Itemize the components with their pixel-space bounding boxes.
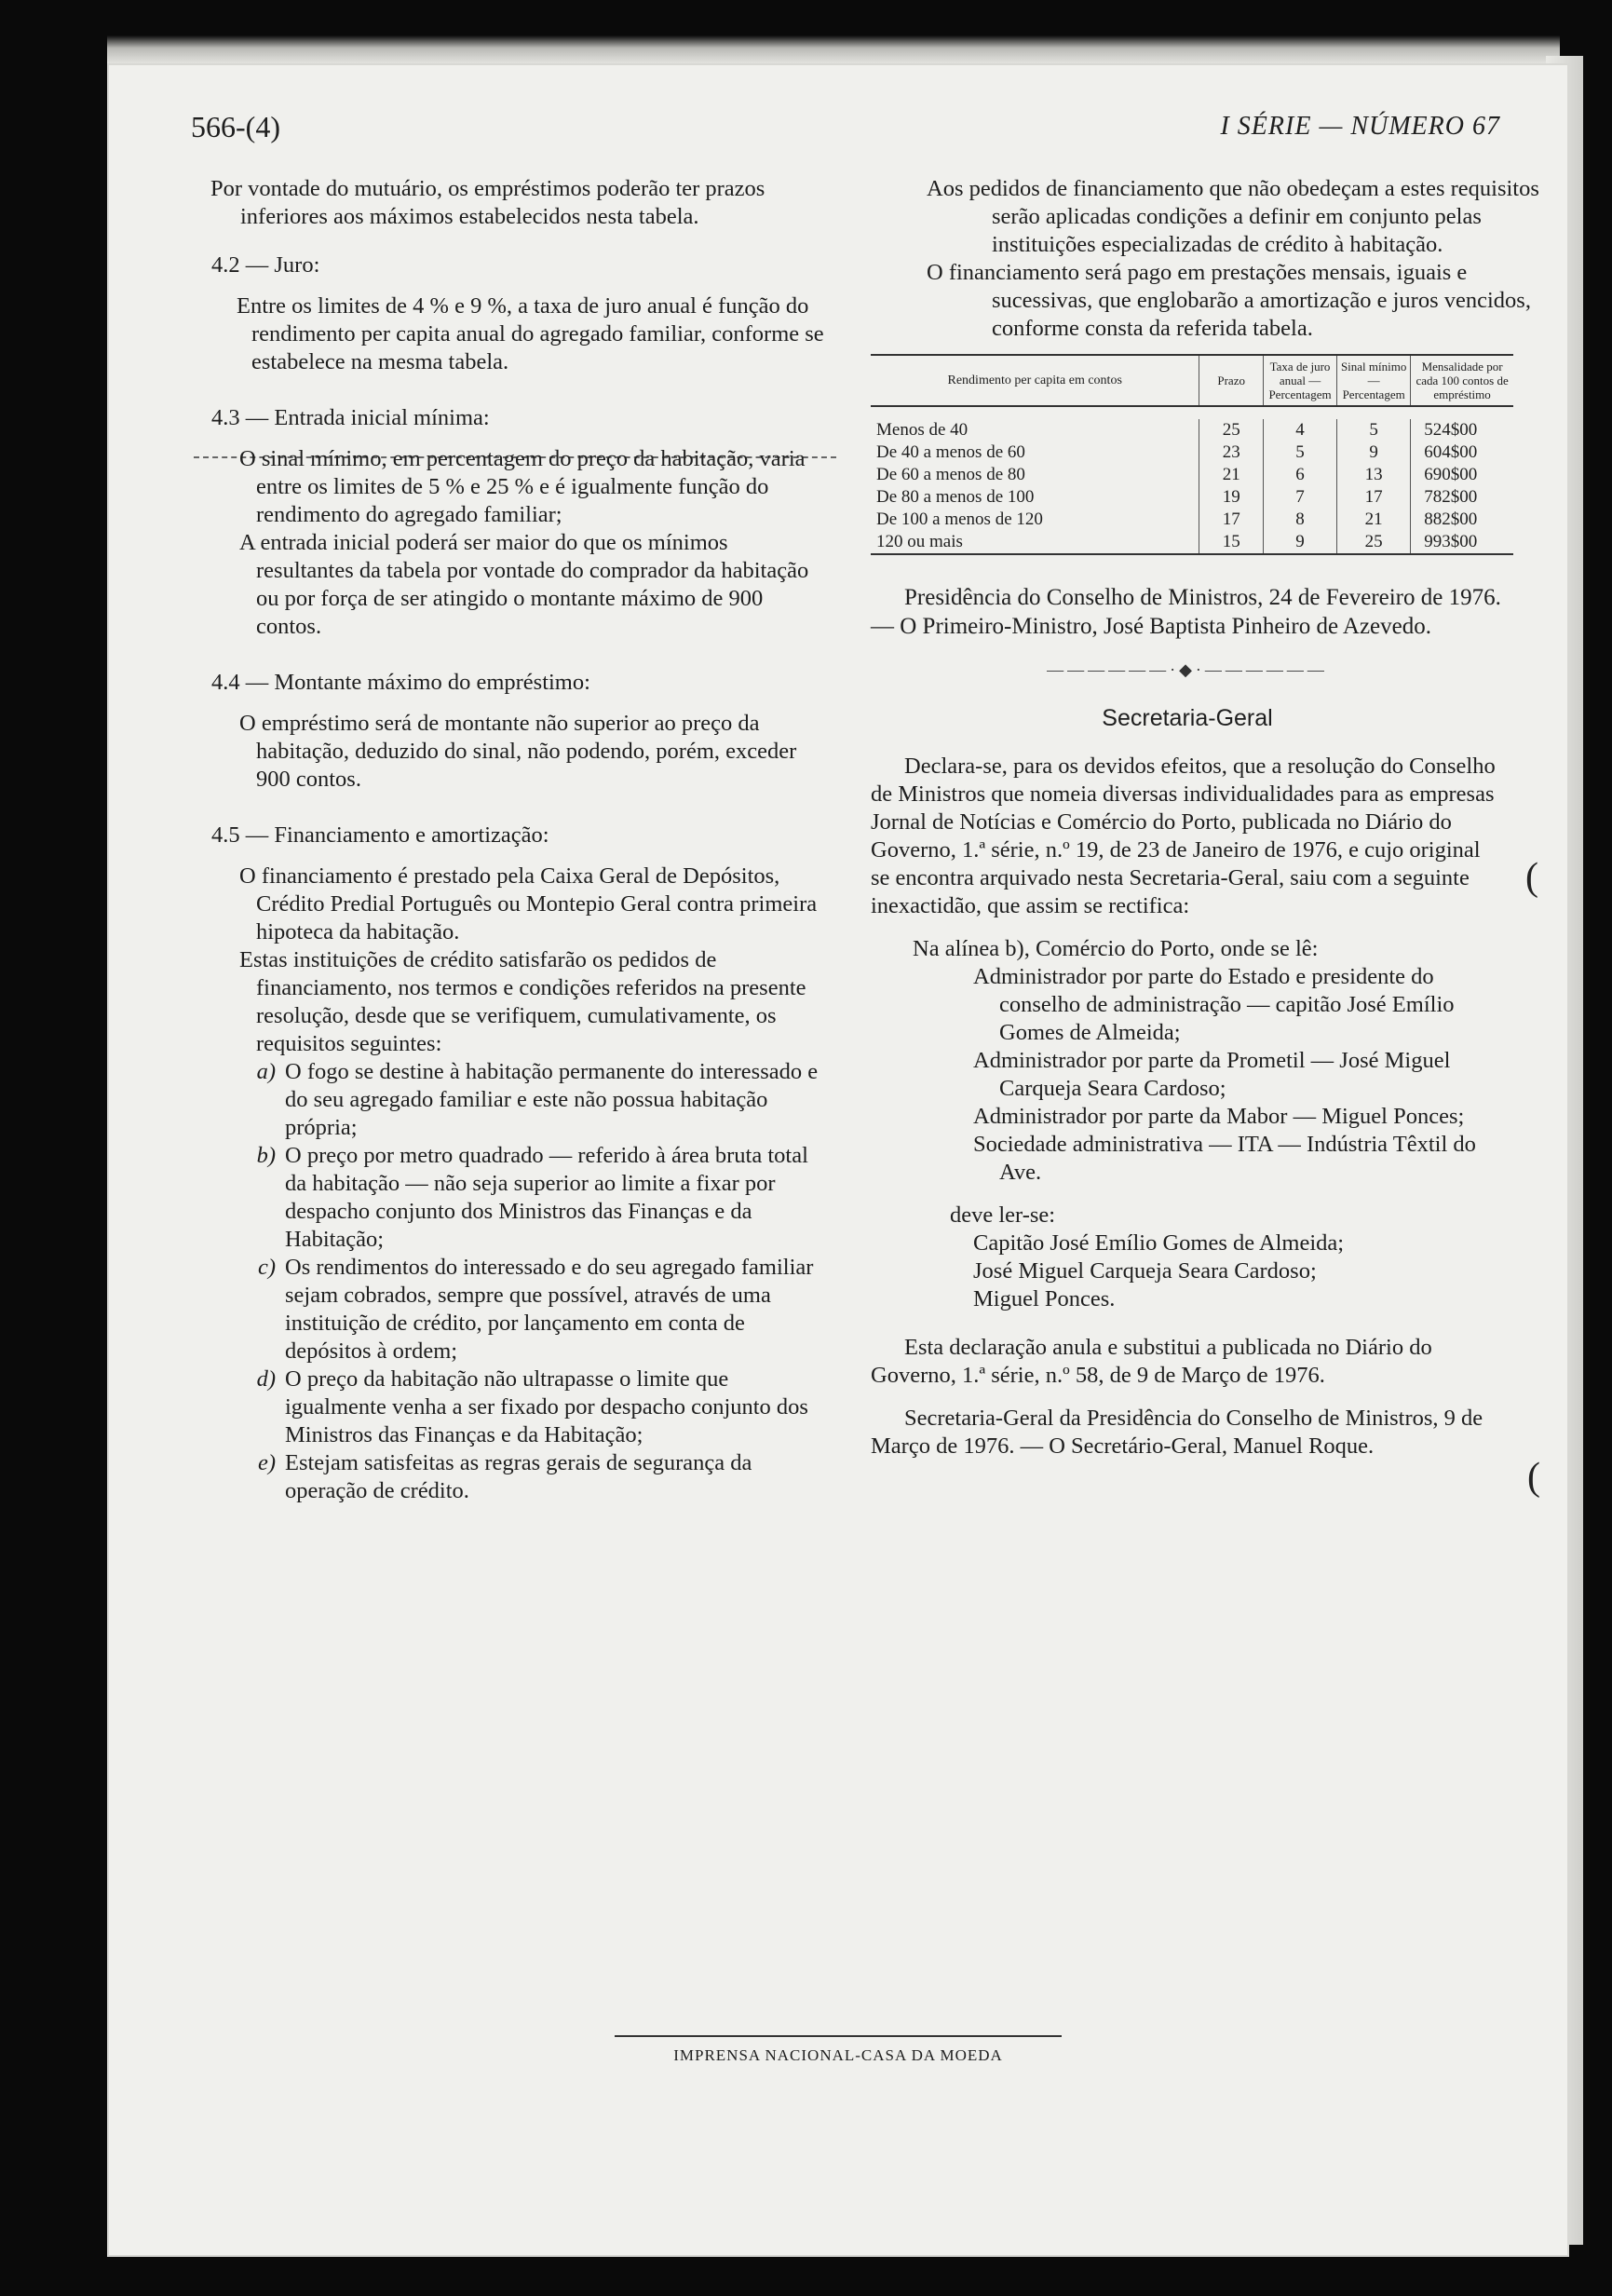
table-cell: De 40 a menos de 60	[876, 442, 1025, 462]
series-number: I SÉRIE — NÚMERO 67	[1220, 112, 1500, 141]
section-4-3-p1: O sinal mínimo, em percentagem do preço da habitação, varia entre os limites de 5 % e 25 % e é igualmente função do rendimento do agregado familiar;	[239, 446, 806, 527]
table-cell: 604$00	[1411, 442, 1513, 464]
table-row	[871, 509, 1513, 531]
table-cell: De 60 a menos de 80	[876, 465, 1025, 484]
table-cell: De 80 a menos de 100	[876, 487, 1035, 507]
section-4-4-title: 4.4 — Montante máximo do empréstimo:	[211, 670, 590, 695]
onde-item: Administrador por parte da Prometil — José Miguel Carqueja Seara Cardoso;	[973, 1048, 1451, 1101]
section-4-3-title: 4.3 — Entrada inicial mínima:	[211, 405, 490, 430]
deve-item: Capitão José Emílio Gomes de Almeida;	[973, 1230, 1345, 1256]
table-row	[871, 464, 1513, 486]
table-cell: 993$00	[1411, 531, 1513, 554]
table-cell: 25	[1337, 531, 1411, 554]
table-cell: 5	[1263, 442, 1336, 464]
table-cell: 9	[1263, 531, 1336, 554]
table-header: Prazo	[1199, 355, 1264, 406]
table-header: Mensalidade por cada 100 contos de empréstimo	[1411, 355, 1513, 406]
table-cell: 8	[1263, 509, 1336, 531]
table-row	[871, 486, 1513, 509]
table-cell: 7	[1263, 486, 1336, 509]
table-cell: 6	[1263, 464, 1336, 486]
requirement-item	[242, 1142, 829, 1254]
requirement-text: Os rendimentos do interessado e do seu agregado familiar sejam cobrados, sempre que possível, através de uma instituição de crédito, por lançamento em conta de depósitos à ordem;	[285, 1255, 814, 1364]
table-cell: 15	[1199, 531, 1264, 554]
table-cell: 882$00	[1411, 509, 1513, 531]
section-4-3-p2: A entrada inicial poderá ser maior do que os mínimos resultantes da tabela por vontade do comprador da habitação ou por força de ser atingido o montante máximo de 900 contos.	[239, 530, 809, 639]
table-cell: 9	[1337, 442, 1411, 464]
ornament-divider: ——————·◆·——————	[1047, 660, 1328, 679]
signoff-presidencia: Presidência do Conselho de Ministros, 24 de Fevereiro de 1976. — O Primeiro-Ministro, José Baptista Pinheiro de Azevedo.	[871, 585, 1501, 639]
table-cell: 21	[1337, 509, 1411, 531]
table-cell: 4	[1263, 419, 1336, 442]
requirement-label: e)	[257, 1450, 276, 1475]
requirement-label: b)	[256, 1143, 276, 1168]
table-cell: 23	[1199, 442, 1264, 464]
onde-item: Administrador por parte da Mabor — Miguel Ponces;	[973, 1104, 1465, 1129]
right-p1: Aos pedidos de financiamento que não obedeçam a estes requisitos serão aplicadas condições a definir em conjunto pelas instituições especializadas de crédito à habitação.	[927, 176, 1539, 257]
signoff-secretaria: Secretaria-Geral da Presidência do Conselho de Ministros, 9 de Março de 1976. — O Secretário-Geral, Manuel Roque.	[871, 1406, 1483, 1459]
requirement-text: O preço da habitação não ultrapasse o limite que igualmente venha a ser fixado por despacho conjunto dos Ministros das Finanças e da Habitação;	[285, 1366, 808, 1447]
left-column	[210, 175, 829, 1505]
section-4-5-title: 4.5 — Financiamento e amortização:	[211, 822, 549, 848]
table-cell: 120 ou mais	[876, 532, 963, 551]
table-cell: 690$00	[1411, 464, 1513, 486]
requirement-item	[242, 1254, 829, 1365]
right-column	[871, 175, 1539, 1460]
table-cell: 524$00	[1411, 419, 1513, 442]
deve-item: José Miguel Carqueja Seara Cardoso;	[973, 1258, 1317, 1284]
section-4-2-text: Entre os limites de 4 % e 9 %, a taxa de juro anual é função do rendimento per capita anual do agregado familiar, conforme se estabelece na mesma tabela.	[237, 293, 824, 374]
deve-item: Miguel Ponces.	[973, 1286, 1116, 1311]
page-number: 566-(4)	[191, 110, 280, 143]
table-cell: 13	[1337, 464, 1411, 486]
table-cell: 17	[1337, 486, 1411, 509]
margin-mark: (	[1527, 1456, 1540, 1499]
table-row	[871, 419, 1513, 442]
right-p2: O financiamento será pago em prestações mensais, iguais e sucessivas, que englobarão a amortização e juros vencidos, conforme consta da referida tabela.	[927, 260, 1531, 341]
publisher-footer: IMPRENSA NACIONAL-CASA DA MOEDA	[615, 2035, 1062, 2065]
declaration-annulment: Esta declaração anula e substitui a publicada no Diário do Governo, 1.ª série, n.º 58, de 9 de Março de 1976.	[871, 1335, 1432, 1388]
table-header: Taxa de juro anual — Percentagem	[1263, 355, 1336, 406]
table-cell: 25	[1199, 419, 1264, 442]
requirement-text: O preço por metro quadrado — referido à área bruta total da habitação — não seja superior ao limite a fixar por despacho conjunto dos Ministros das Finanças e da Habitação;	[285, 1143, 808, 1252]
requirement-label: c)	[257, 1255, 276, 1280]
onde-item: Sociedade administrativa — ITA — Indústria Têxtil do Ave.	[973, 1132, 1476, 1185]
requirement-label: a)	[256, 1059, 276, 1084]
rates-table	[871, 354, 1513, 555]
table-cell: 5	[1337, 419, 1411, 442]
section-4-5-p1: O financiamento é prestado pela Caixa Geral de Depósitos, Crédito Predial Português ou Montepio Geral contra primeira hipoteca da habitação.	[239, 863, 818, 944]
paper-top-edge	[107, 35, 1560, 67]
table-cell: De 100 a menos de 120	[876, 509, 1043, 529]
table-cell: 21	[1199, 464, 1264, 486]
requirement-item	[242, 1449, 829, 1505]
intro-paragraph: Por vontade do mutuário, os empréstimos poderão ter prazos inferiores aos máximos estabelecidos nesta tabela.	[210, 176, 765, 229]
onde-item: Administrador por parte do Estado e presidente do conselho de administração — capitão José Emílio Gomes de Almeida;	[973, 964, 1455, 1045]
table-row	[871, 442, 1513, 464]
deve-ler-se-intro: deve ler-se:	[950, 1202, 1056, 1228]
table-cell: 782$00	[1411, 486, 1513, 509]
requirement-text: O fogo se destine à habitação permanente do interessado e do seu agregado familiar e este não possua habitação própria;	[285, 1059, 819, 1140]
section-4-4-text: O empréstimo será de montante não superior ao preço da habitação, deduzido do sinal, não podendo, porém, exceder 900 contos.	[239, 711, 797, 792]
table-header: Sinal mínimo — Percentagem	[1337, 355, 1411, 406]
margin-mark: (	[1525, 856, 1538, 899]
requirement-label: d)	[256, 1366, 276, 1392]
declaration-paragraph: Declara-se, para os devidos efeitos, que a resolução do Conselho de Ministros que nomeia diversas individualidades para as empresas Jornal de Notícias e Comércio do Porto, publicada no Diário do Governo, 1.ª série, n.º 19, de 23 de Janeiro de 1976, e cujo original se encontra arquivado nesta Secretaria-Geral, saiu com a seguinte inexactidão, que assim se rectifica:	[871, 754, 1496, 918]
section-4-5-p2: Estas instituições de crédito satisfarão os pedidos de financiamento, nos termos e condições referidos na presente resolução, desde que se verifiquem, cumulativamente, os requisitos seguintes:	[239, 947, 806, 1056]
section-4-2-title: 4.2 — Juro:	[211, 252, 320, 278]
table-cell: Menos de 40	[876, 420, 969, 440]
table-row	[871, 531, 1513, 554]
requirement-item	[242, 1365, 829, 1449]
onde-se-le-intro: Na alínea b), Comércio do Porto, onde se lê:	[913, 936, 1319, 961]
table-cell: 19	[1199, 486, 1264, 509]
table-cell: 17	[1199, 509, 1264, 531]
table-header: Rendimento per capita em contos	[871, 355, 1199, 406]
requirement-text: Estejam satisfeitas as regras gerais de segurança da operação de crédito.	[285, 1450, 752, 1503]
section-title: Secretaria-Geral	[1102, 705, 1273, 731]
requirement-item	[242, 1058, 829, 1142]
